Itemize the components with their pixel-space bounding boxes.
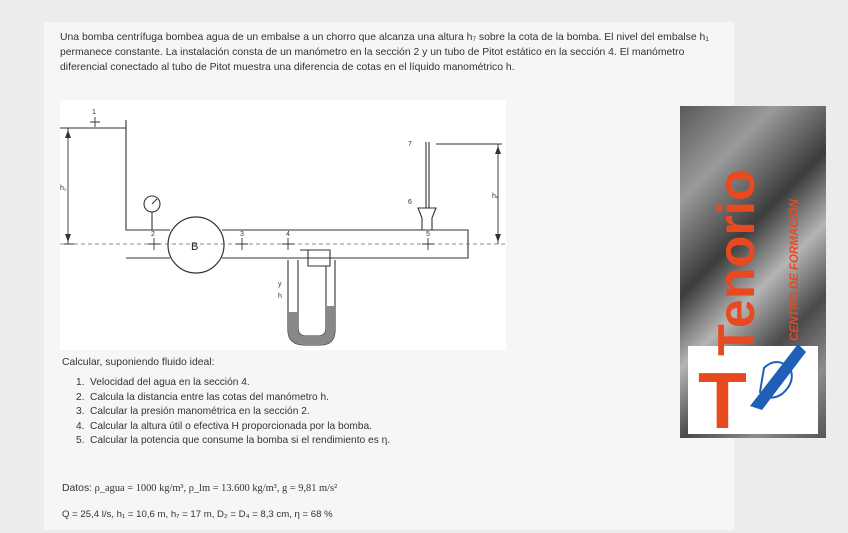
reservoir-surface [60, 120, 126, 128]
list-item: 3. Calcular la presión manométrica en la sección 2. [76, 406, 310, 418]
pump-label: B [191, 241, 199, 253]
label-s3: 3 [240, 231, 244, 238]
label-y: y [278, 281, 282, 288]
logo-subtitle: CENTRO DE FORMACIÓN [789, 199, 801, 341]
rho-lm: ρ_lm = 13.600 kg/m³ [188, 483, 277, 494]
label-s2: 2 [151, 231, 155, 238]
label-s1: 1 [92, 109, 96, 116]
calc-title: Calcular, suponiendo fluido ideal: [62, 357, 215, 368]
pitot-tube-outer [300, 250, 330, 258]
installation-diagram [60, 100, 506, 350]
list-item: 1. Velocidad del agua en la sección 4. [76, 377, 250, 388]
gravity: g = 9,81 m/s² [282, 483, 338, 494]
datos-label: Datos: [62, 483, 93, 494]
label-h: h [278, 293, 282, 300]
jet [426, 142, 429, 208]
logo-initial: T [698, 356, 747, 438]
tenorio-logo [680, 106, 826, 438]
task-list [62, 376, 390, 449]
list-item: 2. Calcula la distancia entre las cotas del manómetro h. [76, 391, 329, 403]
label-s4: 4 [286, 231, 290, 238]
data-values: Q = 25,4 l/s, h₁ = 10,6 m, h₇ = 17 m, D₂ = D₄ = 8,3 cm, η = 68 % [62, 509, 333, 520]
nozzle [418, 208, 436, 230]
rho-agua: ρ_agua = 1000 kg/m³ [94, 483, 184, 494]
label-s5: 5 [426, 231, 430, 238]
list-item: 4. Calcular la altura útil o efectiva H proporcionada por la bomba. [76, 420, 373, 432]
label-s6: 6 [408, 199, 412, 206]
label-h1: h₁ [60, 185, 67, 192]
problem-statement: Una bomba centrífuga bombea agua de un embalse a un chorro que alcanza una altura h₇ sobre la cota de la bomba. El nivel del embalse h₁ permanece constante. La instalación consta de un manómetro en la sección 2 y un tubo de Pitot estático en la sección 4. El manómetro diferencial conectado al tubo de Pitot muestra una diferencia de cotas en el líquido manométrico h. [60, 32, 709, 73]
logo-wordmark: Tenorio [708, 169, 766, 356]
list-item: 5. Calcular la potencia que consume la bomba si el rendimiento es η. [76, 435, 391, 447]
suction-pipe-top [126, 128, 170, 230]
data-formula: Datos: ρ_agua = 1000 kg/m³, ρ_lm = 13.600 kg/m³, g = 9,81 m/s² [62, 483, 338, 494]
label-h7: hₓ [492, 193, 499, 200]
label-s7: 7 [408, 141, 412, 148]
u-manometer-inner [298, 260, 326, 336]
manometric-liquid [288, 306, 335, 345]
